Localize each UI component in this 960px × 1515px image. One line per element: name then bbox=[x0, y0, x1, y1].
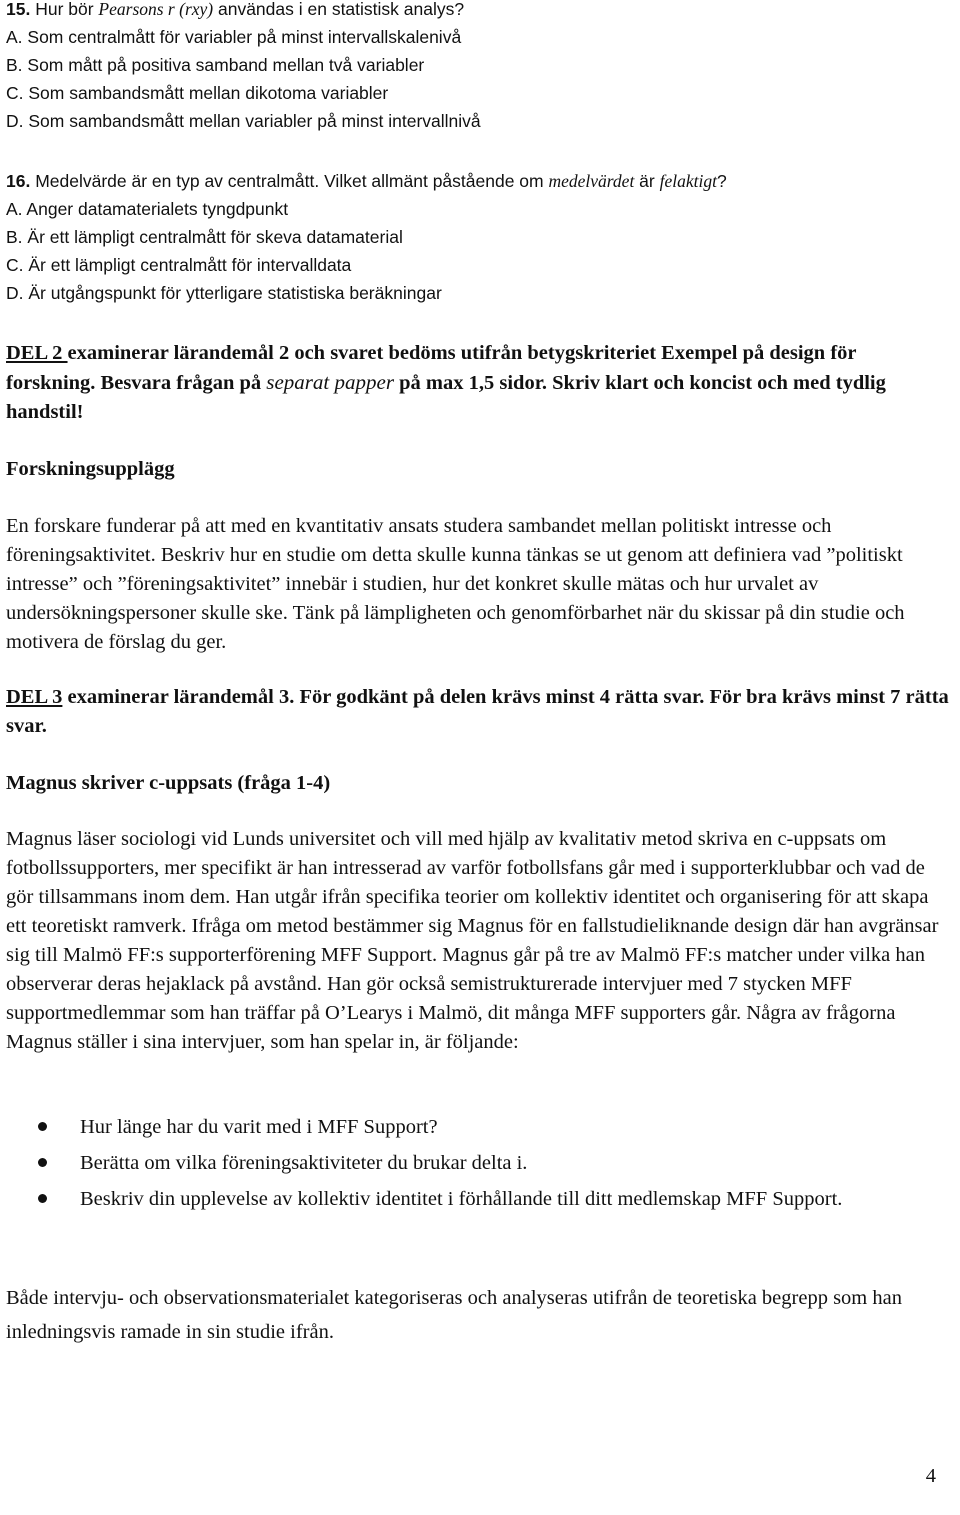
interview-questions-list bbox=[6, 1110, 906, 1216]
question-16-option-b: B. Är ett lämpligt centralmått för skeva datamaterial bbox=[6, 227, 403, 247]
question-16 bbox=[6, 167, 950, 307]
stem-term: medelvärdet bbox=[548, 171, 635, 191]
magnus-paragraph: Magnus läser sociologi vid Lunds universitet och vill med hjälp av kvalitativ metod skriva en c-uppsats om fotbollssupporters, mer specifikt är han intresserad av varför fotbollsfans går med i supporterklubbar och vad de gör tillsammans inom dem. Han utgår ifrån specifika teorier om kollektiv identitet och organisering för att skapa ett teoretiskt ramverk. Ifråga om metod bestämmer sig Magnus för en fallstudieliknande design där han avgränsar sig till Malmö FF:s supporterförening MFF Support. Magnus går på tre av Malmö FF:s matcher under vilka han observerar deras hejaklack på avstånd. Han gör också semistrukturerade intervjuer med 7 stycken MFF supportmedlemmar som han träffar på O’Learys i Malmö, dit många MFF supporters går. Några av frågorna Magnus ställer i sina intervjuer, som han spelar in, är följande: bbox=[6, 828, 939, 1053]
del-2-instructions bbox=[6, 339, 950, 427]
forskning-heading: Forskningsupplägg bbox=[6, 458, 175, 480]
list-item bbox=[6, 1110, 906, 1144]
del-3-instructions bbox=[6, 683, 950, 741]
del-3-label: DEL 3 bbox=[6, 686, 63, 708]
forskning-paragraph: En forskare funderar på att med en kvantitativ ansats studera sambandet mellan politiskt intresse och föreningsaktivitet. Beskriv hur en studie om detta skulle kunna tänkas se ut genom att definiera vad ”politiskt intresse” och ”föreningsaktivitet” innebär i studien, hur det konkret skulle mätas och hur urvalet av undersökningspersoner skulle ske. Tänk på lämpligheten och genomförbarhet när du skissar på din studie och motivera de förslag du ger. bbox=[6, 515, 905, 653]
question-number: 15. bbox=[6, 0, 31, 19]
question-15-option-d: D. Som sambandsmått mellan variabler på minst intervallnivå bbox=[6, 111, 481, 131]
del-2-label: DEL 2 bbox=[6, 342, 68, 364]
list-item-text: Beskriv din upplevelse av kollektiv identitet i förhållande till ditt medlemskap MFF Support. bbox=[80, 1188, 843, 1210]
stem-pre: Medelvärde är en typ av centralmått. Vilket allmänt påstående om bbox=[30, 171, 549, 191]
list-item-text: Berätta om vilka föreningsaktiviteter du brukar delta i. bbox=[80, 1152, 528, 1174]
stem-pre: Hur bör bbox=[35, 0, 99, 19]
del-3-text: examinerar lärandemål 3. För godkänt på delen krävs minst 4 rätta svar. För bra krävs minst 7 rätta svar. bbox=[6, 686, 949, 737]
question-15-option-a: A. Som centralmått för variabler på minst intervallskalenivå bbox=[6, 27, 462, 47]
stem-term-2: felaktigt bbox=[659, 171, 717, 191]
del-2-text-1: examinerar lärandemål 2 och svaret bedöms utifrån betygskriteriet Exempel på design för forskning. Besvara frågan på bbox=[6, 342, 857, 394]
page-number: 4 bbox=[925, 1465, 936, 1487]
bullet-icon bbox=[38, 1158, 47, 1167]
question-15 bbox=[6, 0, 950, 135]
list-item bbox=[6, 1182, 906, 1216]
magnus-heading: Magnus skriver c-uppsats (fråga 1-4) bbox=[6, 772, 331, 794]
del-2-text-2: på max 1,5 sidor. Skriv klart och koncist och med tydlig handstil! bbox=[6, 372, 886, 423]
list-item-text: Hur länge har du varit med i MFF Support? bbox=[80, 1116, 438, 1138]
question-16-option-d: D. Är utgångspunkt för ytterligare statistiska beräkningar bbox=[6, 283, 442, 303]
bullet-icon bbox=[38, 1122, 47, 1131]
document-page bbox=[6, 0, 950, 1515]
bullet-icon bbox=[38, 1194, 47, 1203]
question-15-stem-text bbox=[35, 0, 464, 19]
stem-term: Pearsons r (rxy) bbox=[98, 0, 214, 19]
question-15-option-b: B. Som mått på positiva samband mellan två variabler bbox=[6, 55, 425, 75]
stem-post: ? bbox=[716, 171, 727, 191]
question-15-stem bbox=[6, 0, 950, 23]
question-16-stem bbox=[6, 167, 950, 195]
question-16-option-a: A. Anger datamaterialets tyngdpunkt bbox=[6, 199, 289, 219]
question-15-option-c: C. Som sambandsmått mellan dikotoma variabler bbox=[6, 83, 389, 103]
del-2-script-text: separat papper bbox=[266, 370, 395, 394]
list-item bbox=[6, 1146, 906, 1180]
question-16-option-c: C. Är ett lämpligt centralmått för intervalldata bbox=[6, 255, 352, 275]
magnus-closing-paragraph: Både intervju- och observationsmaterialet kategoriseras och analyseras utifrån de teoretiska begrepp som han inledningsvis ramade in sin studie ifrån. bbox=[6, 1287, 902, 1343]
question-number: 16. bbox=[6, 171, 31, 191]
stem-mid: är bbox=[634, 171, 660, 191]
stem-post: användas i en statistisk analys? bbox=[213, 0, 465, 19]
